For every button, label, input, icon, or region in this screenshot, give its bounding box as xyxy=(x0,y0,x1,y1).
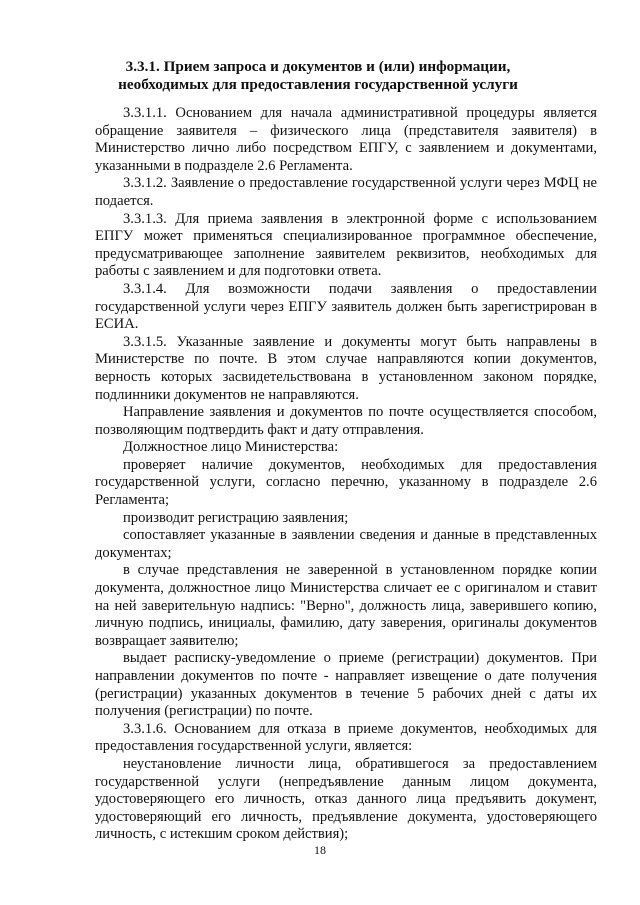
paragraph-register-application: производит регистрацию заявления; xyxy=(123,509,349,526)
paragraph-refusal-grounds: неустановление личности лица, обратившегося за предоставлением государственной услуги (непредъявление данным лицом документа, удостоверяющего его личность, отказ данного лица предъявить документ, удостоверяющий его личность, предъявление документа, удостоверяющего личность, с истекшим сроком действия); xyxy=(95,755,597,843)
paragraph-certify-copy: в случае представления не заверенной в установленном порядке копии документа, должностное лицо Министерства сличает ее с оригиналом и ставит на ней заверительную надпись: "Верно", должность лица, заверившего копию, личную подпись, инициалы, фамилию, дату заверения, оригиналы документов возвращает заявителю; xyxy=(95,562,597,649)
paragraph-3-3-1-1: 3.3.1.1. Основанием для начала административной процедуры является обращение заявителя – физического лица (представителя заявителя) в Министерство лично либо посредством ЕПГУ, с заявлением и документами, указанными в подразделе 2.6 Регламента. xyxy=(95,105,597,174)
document-body xyxy=(95,105,597,844)
page-number: 18 xyxy=(314,843,326,857)
heading-line-2: необходимых для предоставления государственной услуги xyxy=(118,76,518,93)
paragraph-3-3-1-3: 3.3.1.3. Для приема заявления в электронной форме с использованием ЕПГУ может применяться специализированное программное обеспечение, предусматривающее заполнение заявителем реквизитов, необходимых для работы с заявлением и для подготовки ответа. xyxy=(95,210,597,280)
paragraph-official-duties: Должностное лицо Министерства: xyxy=(123,439,339,456)
paragraph-compare-data: сопоставляет указанные в заявлении сведения и данные в представленных документах; xyxy=(95,527,597,561)
paragraph-3-3-1-4: 3.3.1.4. Для возможности подачи заявления о предоставлении государственной услуги через ЕПГУ заявитель должен быть зарегистрирован в ЕСИА. xyxy=(95,280,597,333)
paragraph-check-documents: проверяет наличие документов, необходимых для предоставления государственной услуги, согласно перечню, указанному в подразделе 2.6 Регламента; xyxy=(95,456,597,509)
heading-line-1: 3.3.1. Прием запроса и документов и (или) информации, xyxy=(125,58,511,75)
paragraph-mail-submission: Направление заявления и документов по почте осуществляется способом, позволяющим подтвердить факт и дату отправления. xyxy=(95,404,597,438)
paragraph-issue-receipt: выдает расписку-уведомление о приеме (регистрации) документов. При направлении документов по почте - направляет извещение о дате получения (регистрации) указанных документов в течение 5 рабочих дней с даты их получения (регистрации) по почте. xyxy=(95,650,597,720)
paragraph-3-3-1-5: 3.3.1.5. Указанные заявление и документы могут быть направлены в Министерстве по почте. В этом случае направляются копии документов, верность которых засвидетельствована в установленном законом порядке, подлинники документов не направляются. xyxy=(95,333,597,403)
section-heading xyxy=(84,58,552,94)
paragraph-3-3-1-6: 3.3.1.6. Основанием для отказа в приеме документов, необходимых для предоставления государственной услуги, является: xyxy=(95,720,597,755)
paragraph-3-3-1-2: 3.3.1.2. Заявление о предоставление государственной услуги через МФЦ не подается. xyxy=(95,175,597,209)
